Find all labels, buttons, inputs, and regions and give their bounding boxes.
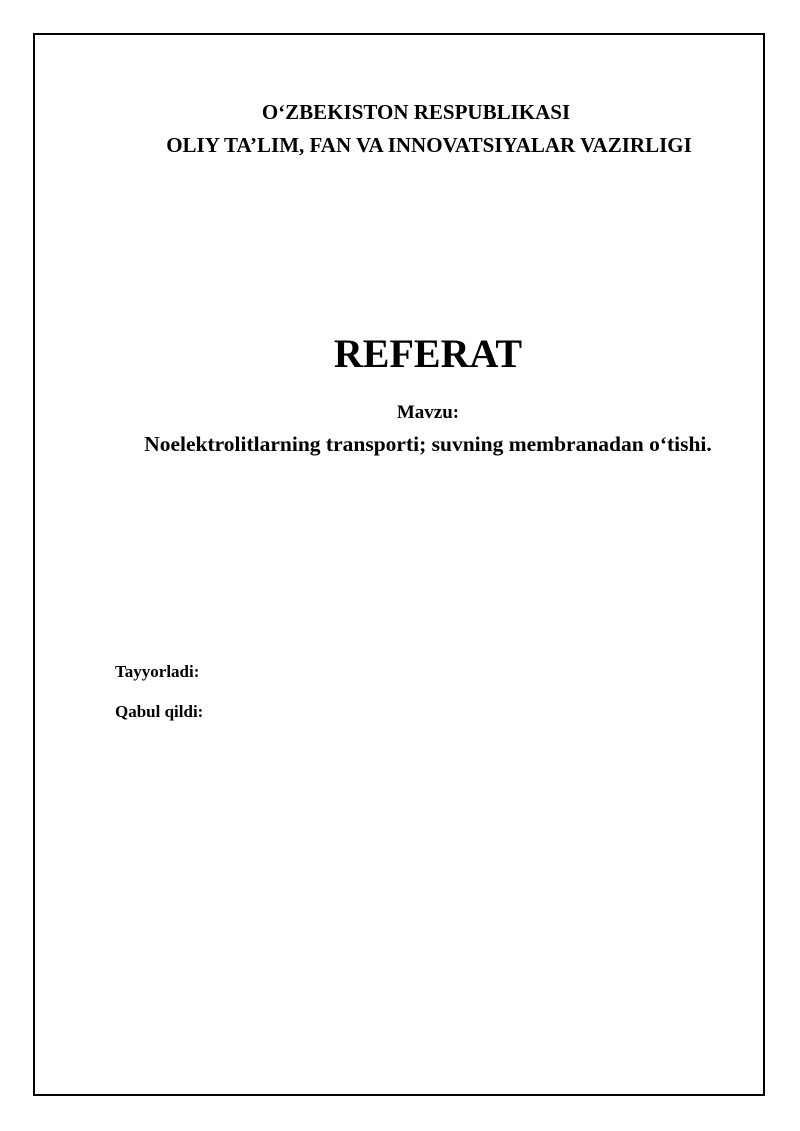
topic-title: Noelektrolitlarning transporti; suvning membranadan o‘tishi. xyxy=(144,432,712,456)
document-type-title: REFERAT xyxy=(333,331,523,376)
accepted-by-label: Qabul qildi: xyxy=(115,702,204,721)
prepared-by-label: Tayyorladi: xyxy=(115,662,200,681)
page-border xyxy=(33,33,765,1096)
institution-header xyxy=(0,96,800,162)
topic-label: Mavzu: xyxy=(396,402,460,423)
header-ministry: OLIY TA’LIM, FAN VA INNOVATSIYALAR VAZIRLIGI xyxy=(166,133,692,157)
header-country: O‘ZBEKISTON RESPUBLIKASI xyxy=(261,100,571,124)
